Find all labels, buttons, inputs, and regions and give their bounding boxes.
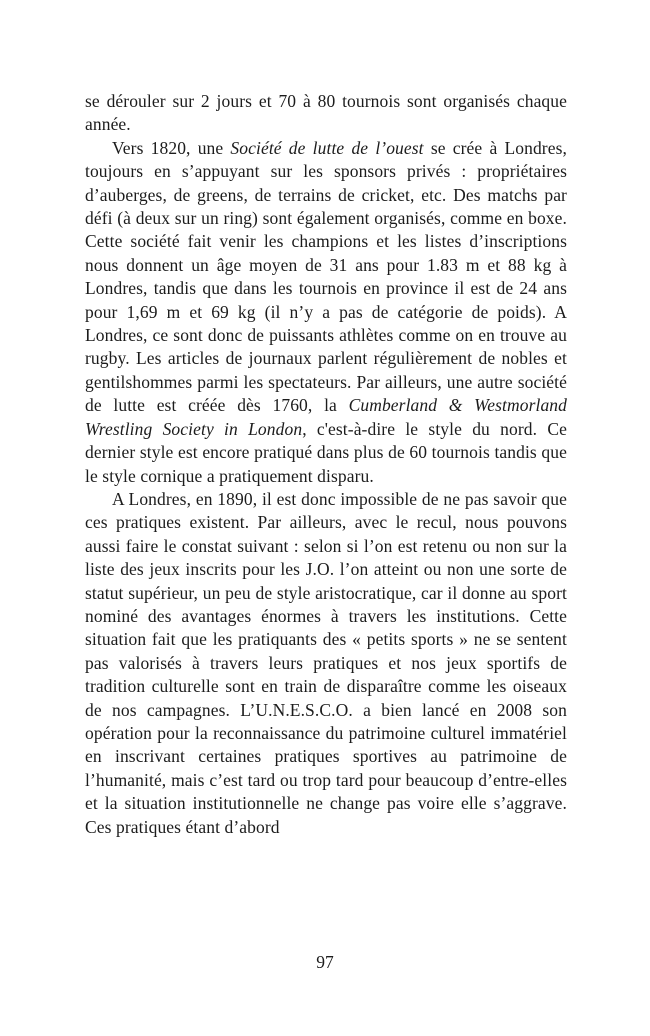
paragraph-continuation (85, 90, 567, 137)
page-number: 97 (316, 952, 334, 972)
text-run-italic-cumberland-society: Cumberland & Westmorland Wrestling Society in London (85, 395, 567, 439)
page-text-block (85, 90, 567, 839)
text-run: se crée à Londres, toujours en s’appuyant sur les sponsors privés : propriétaires d’auberges, de greens, de terrains de cricket, etc. Des matchs par défi (à deux sur un ring) sont également organisés, comme en boxe. Cette société fait venir les champions et les listes d’inscriptions nous donnent un âge moyen de 31 ans pour 1.83 m et 88 kg à Londres, tandis que dans les tournois en province il est de 24 ans pour 1,69 m et 69 kg (il n’y a pas de catégorie de poids). A Londres, ce sont donc de puissants athlètes comme on en trouve au rugby. Les articles de journaux parlent régulièrement de nobles et gentilshommes parmi les spectateurs. Par ailleurs, une autre société de lutte est créée dès 1760, la (85, 137, 567, 416)
text-run: , c'est-à-dire le style du nord. Ce dernier style est encore pratiqué dans plus de 60 tournois tandis que le style cornique a pratiquement disparu. (85, 418, 567, 486)
paragraph-societe-lutte (85, 137, 567, 488)
text-run: Vers 1820, une (112, 137, 231, 158)
text-run: se dérouler sur 2 jours et 70 à 80 tournois sont organisés chaque année. (85, 91, 567, 135)
text-run: A Londres, en 1890, il est donc impossible de ne pas savoir que ces pratiques existent. Par ailleurs, avec le recul, nous pouvons aussi faire le constat suivant : selon si l’on est retenu ou non sur la liste des jeux inscrits pour les J.O. l’on atteint ou non une sorte de statut supérieur, un peu de style aristocratique, car il donne au sport nominé des avantages énormes à travers les institutions. Cette situation fait que les pratiquants des « petits sports » ne se sentent pas valorisés à travers leurs pratiques et nos jeux sportifs de tradition culturelle sont en train de disparaître comme les oiseaux de nos campagnes. L’U.N.E.S.C.O. a bien lancé en 2008 son opération pour la reconnaissance du patrimoine culturel immatériel en inscrivant certaines pratiques sportives au patrimoine de l’humanité, mais c’est tard ou trop tard pour beaucoup d’entre-elles et la situation institutionnelle ne change pas voire elle s’aggrave. Ces pratiques étant d’abord (85, 488, 567, 837)
paragraph-londres-1890 (85, 488, 567, 839)
text-run-italic-society-west: Société de lutte de l’ouest (230, 137, 424, 158)
